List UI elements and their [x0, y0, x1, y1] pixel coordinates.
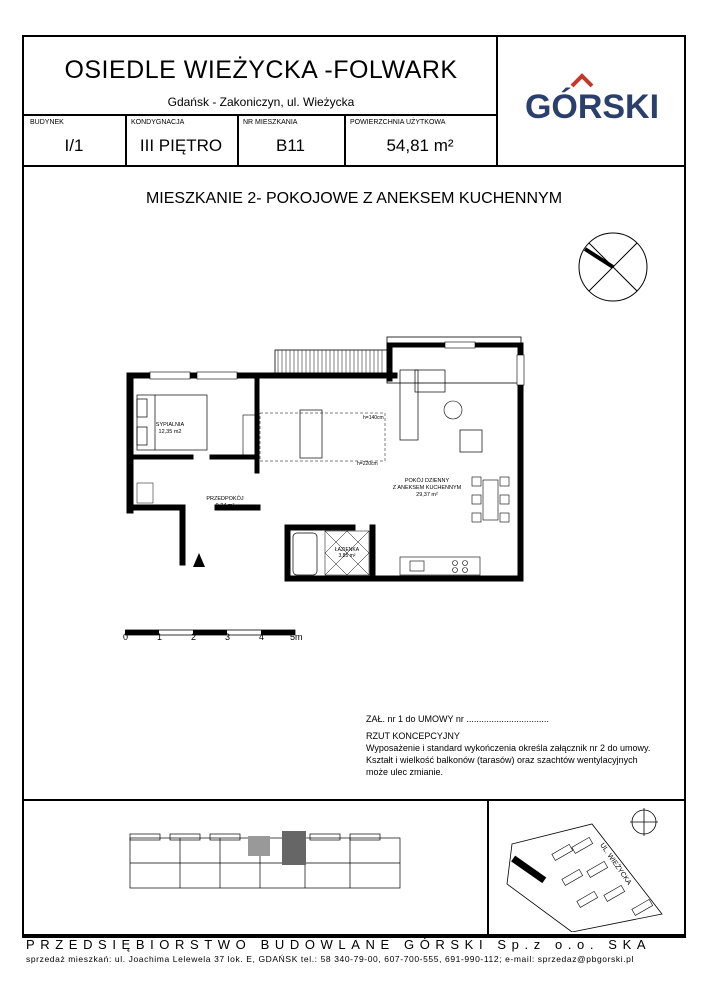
bedroom-area: 12,35 m2 [158, 429, 182, 435]
sofa [400, 370, 445, 440]
compass-icon [577, 231, 649, 303]
site-plan [492, 804, 682, 932]
building-value: I/1 [64, 136, 84, 155]
scale-label-2: 2 [191, 632, 197, 642]
coffee-table [444, 401, 462, 419]
company-name: PRZEDSIĘBIORSTWO BUDOWLANE GÓRSKI Sp.z o.o. SKA [26, 937, 652, 952]
living-area: 29,37 m² [416, 492, 438, 498]
table [300, 410, 322, 458]
street-label: UL. WIEŻYCKA [598, 842, 633, 887]
highlighted-unit [248, 836, 270, 856]
building-key-plan [110, 826, 410, 906]
scale-label-0: 0 [123, 632, 129, 642]
header-divider [22, 114, 498, 116]
armchair [460, 430, 482, 452]
plan-type-note: RZUT KONCEPCYJNY [366, 731, 460, 741]
height-label-1: h=140cm [363, 415, 384, 421]
height-label-2: h=220cm [357, 461, 378, 467]
note-line-1: Wyposażenie i standard wykończenia określa załącznik nr 2 do umowy. [366, 743, 651, 753]
note-line-3: może ulec zmianie. [366, 767, 444, 777]
area-label: POWIERZCHNIA UŻYTKOWA [350, 119, 446, 126]
floor-label: KONDYGNACJA [131, 119, 185, 126]
company-contact: sprzedaż mieszkań: ul. Joachima Lelewela 37 lok. E, GDAŃSK tel.: 58 340-79-00, 607-700-555, 691-990-112; e-mail: sprzedaz@pbgorski.pl [26, 954, 634, 964]
floor-value: III PIĘTRO [139, 136, 223, 155]
apartment-value: B11 [276, 136, 305, 155]
highlighted-stair [282, 831, 306, 865]
area-value: 54,81 m² [386, 136, 454, 155]
bathtub [293, 533, 317, 575]
building-label: BUDYNEK [30, 119, 64, 126]
bedroom-name: SYPIALNIA [155, 422, 185, 428]
info-bottom-rule [22, 165, 686, 167]
scale-bar [125, 624, 305, 632]
living-sub: Z ANEKSEM KUCHENNYM [392, 485, 462, 491]
hall-name: PRZEDPOKÓJ [206, 496, 244, 502]
scale-label-4: 4 [259, 632, 265, 642]
project-title: OSIEDLE WIEŻYCKA -FOLWARK [64, 56, 458, 84]
hall-closet [137, 483, 153, 503]
dining-set [472, 477, 509, 522]
footer-top-rule [22, 934, 686, 936]
bathroom-name: ŁAZIENKA [334, 547, 360, 553]
map-top-rule [22, 799, 686, 801]
apartment-type-heading: MIESZKANIE 2- POKOJOWE Z ANEKSEM KUCHENNYM [145, 190, 563, 207]
map-divider [487, 799, 489, 937]
entrance-arrow-icon [193, 553, 205, 567]
floor-plan [115, 335, 535, 585]
hall-area: 9,24 m² [215, 503, 235, 509]
living-name: POKÓJ DZIENNY [404, 478, 450, 484]
company-logo [512, 72, 672, 128]
scale-label-1: 1 [157, 632, 163, 642]
scale-label-3: 3 [225, 632, 231, 642]
logo-text: GÓRSKI [524, 88, 660, 126]
scale-label-5: 5m [290, 632, 303, 642]
wardrobe [243, 415, 255, 455]
apartment-label: NR MIESZKANIA [243, 119, 298, 126]
attachment-note: ZAŁ. nr 1 do UMOWY nr ................................. [366, 714, 549, 724]
project-location: Gdańsk - Zakoniczyn, ul. Wieżycka [167, 95, 355, 109]
note-line-2: Kształt i wielkość balkonów (tarasów) oraz szachtów wentylacyjnych [366, 755, 638, 765]
kitchen-counter [400, 557, 480, 575]
bathroom-area: 3,85 m² [338, 553, 356, 559]
